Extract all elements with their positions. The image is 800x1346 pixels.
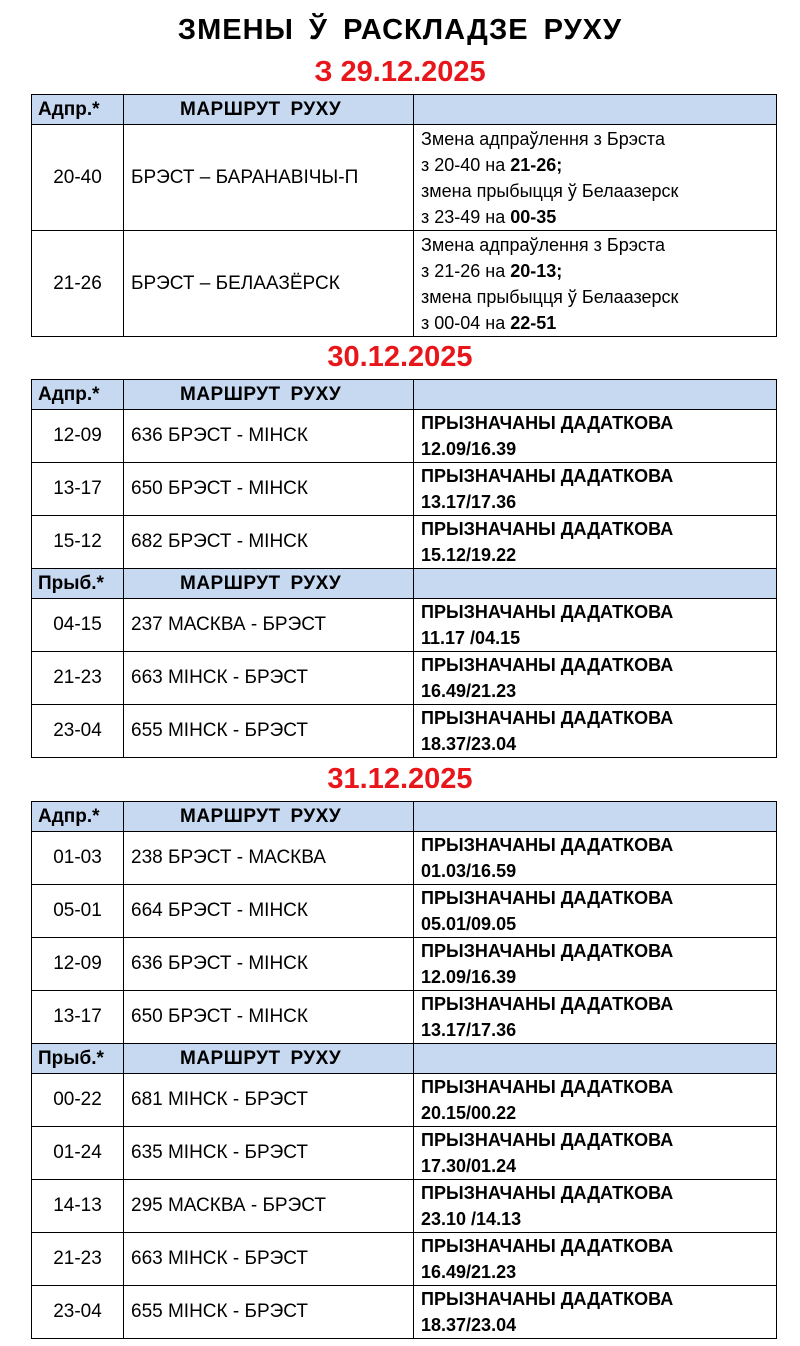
header-departure: Адпр.* bbox=[32, 95, 124, 125]
note-status: ПРЫЗНАЧАНЫ ДАДАТКОВА bbox=[421, 888, 674, 908]
table-row bbox=[32, 1286, 777, 1339]
table-row bbox=[32, 832, 777, 885]
header-arrival: Прыб.* bbox=[32, 1044, 124, 1074]
table-row bbox=[32, 1074, 777, 1127]
route-name: 682 БРЭСТ - МІНСК bbox=[124, 516, 414, 569]
note-times: 16.49/21.23 bbox=[421, 681, 517, 701]
note-times: 12.09/16.39 bbox=[421, 967, 517, 987]
route-name: 663 МІНСК - БРЭСТ bbox=[124, 652, 414, 705]
note-times: 13.17/17.36 bbox=[421, 492, 517, 512]
note-new-time: 21-26; bbox=[510, 154, 563, 175]
assignment-note bbox=[414, 410, 777, 463]
note-text: з 20-40 на bbox=[421, 154, 511, 175]
note-times: 17.30/01.24 bbox=[421, 1156, 517, 1176]
note-text: з 21-26 на bbox=[421, 260, 511, 281]
header-departure: Адпр.* bbox=[32, 380, 124, 410]
train-time: 00-22 bbox=[32, 1074, 124, 1127]
note-status: ПРЫЗНАЧАНЫ ДАДАТКОВА bbox=[421, 1077, 674, 1097]
table-row bbox=[32, 938, 777, 991]
assignment-note bbox=[414, 1233, 777, 1286]
departure-time: 21-26 bbox=[32, 231, 124, 337]
note-times: 18.37/23.04 bbox=[421, 734, 517, 754]
train-time: 21-23 bbox=[32, 652, 124, 705]
assignment-note bbox=[414, 1286, 777, 1339]
note-times: 16.49/21.23 bbox=[421, 1262, 517, 1282]
note-line: змена прыбыцця ў Белаазерск bbox=[421, 286, 679, 307]
note-status: ПРЫЗНАЧАНЫ ДАДАТКОВА bbox=[421, 708, 674, 728]
note-status: ПРЫЗНАЧАНЫ ДАДАТКОВА bbox=[421, 1236, 674, 1256]
table-row bbox=[32, 885, 777, 938]
train-time: 04-15 bbox=[32, 599, 124, 652]
table-row bbox=[32, 599, 777, 652]
header-note bbox=[414, 1044, 777, 1074]
train-time: 15-12 bbox=[32, 516, 124, 569]
section-date-30-12: 30.12.2025 bbox=[327, 341, 473, 373]
train-time: 12-09 bbox=[32, 938, 124, 991]
route-name: БРЭСТ – БЕЛААЗЁРСК bbox=[124, 231, 414, 337]
header-route: МАРШРУТ РУХУ bbox=[124, 1044, 414, 1074]
note-times: 20.15/00.22 bbox=[421, 1103, 517, 1123]
note-status: ПРЫЗНАЧАНЫ ДАДАТКОВА bbox=[421, 413, 674, 433]
header-route: МАРШРУТ РУХУ bbox=[124, 802, 414, 832]
note-new-time: 20-13; bbox=[510, 260, 563, 281]
note-status: ПРЫЗНАЧАНЫ ДАДАТКОВА bbox=[421, 466, 674, 486]
train-time: 01-24 bbox=[32, 1127, 124, 1180]
assignment-note bbox=[414, 1127, 777, 1180]
train-time: 05-01 bbox=[32, 885, 124, 938]
route-name: 650 БРЭСТ - МІНСК bbox=[124, 463, 414, 516]
route-name: 655 МІНСК - БРЭСТ bbox=[124, 1286, 414, 1339]
change-note bbox=[414, 231, 777, 337]
note-line: змена прыбыцця ў Белаазерск bbox=[421, 180, 679, 201]
table-row bbox=[32, 1233, 777, 1286]
table-header-row bbox=[32, 380, 777, 410]
assignment-note bbox=[414, 463, 777, 516]
route-name: БРЭСТ – БАРАНАВІЧЫ-П bbox=[124, 125, 414, 231]
assignment-note bbox=[414, 938, 777, 991]
note-line bbox=[421, 310, 776, 336]
table-row bbox=[32, 231, 777, 337]
route-name: 663 МІНСК - БРЭСТ bbox=[124, 1233, 414, 1286]
route-name: 295 МАСКВА - БРЭСТ bbox=[124, 1180, 414, 1233]
table-row bbox=[32, 410, 777, 463]
note-status: ПРЫЗНАЧАНЫ ДАДАТКОВА bbox=[421, 602, 674, 622]
table-row bbox=[32, 705, 777, 758]
assignment-note bbox=[414, 1180, 777, 1233]
assignment-note bbox=[414, 516, 777, 569]
note-line bbox=[421, 258, 776, 284]
header-note bbox=[414, 569, 777, 599]
departure-time: 20-40 bbox=[32, 125, 124, 231]
route-name: 664 БРЭСТ - МІНСК bbox=[124, 885, 414, 938]
header-route: МАРШРУТ РУХУ bbox=[124, 380, 414, 410]
note-new-time: 00-35 bbox=[510, 206, 557, 227]
note-status: ПРЫЗНАЧАНЫ ДАДАТКОВА bbox=[421, 1130, 674, 1150]
note-times: 11.17 /04.15 bbox=[421, 628, 521, 648]
header-route: МАРШРУТ РУХУ bbox=[124, 569, 414, 599]
route-name: 238 БРЭСТ - МАСКВА bbox=[124, 832, 414, 885]
section-date-29-12: З 29.12.2025 bbox=[314, 56, 486, 88]
header-route: МАРШРУТ РУХУ bbox=[124, 95, 414, 125]
route-name: 237 МАСКВА - БРЭСТ bbox=[124, 599, 414, 652]
note-new-time: 22-51 bbox=[510, 312, 557, 333]
note-line bbox=[421, 204, 776, 230]
table-row bbox=[32, 652, 777, 705]
table-row bbox=[32, 991, 777, 1044]
header-note bbox=[414, 802, 777, 832]
train-time: 23-04 bbox=[32, 705, 124, 758]
header-note bbox=[414, 95, 777, 125]
note-times: 01.03/16.59 bbox=[421, 861, 517, 881]
header-note bbox=[414, 380, 777, 410]
note-times: 05.01/09.05 bbox=[421, 914, 517, 934]
assignment-note bbox=[414, 705, 777, 758]
train-time: 21-23 bbox=[32, 1233, 124, 1286]
assignment-note bbox=[414, 599, 777, 652]
route-name: 681 МІНСК - БРЭСТ bbox=[124, 1074, 414, 1127]
note-times: 15.12/19.22 bbox=[421, 545, 517, 565]
table-header-row bbox=[32, 802, 777, 832]
table-row bbox=[32, 1180, 777, 1233]
page-title: ЗМЕНЫ Ў РАСКЛАДЗЕ РУХУ bbox=[177, 14, 623, 46]
header-departure: Адпр.* bbox=[32, 802, 124, 832]
note-text: з 23-49 на bbox=[421, 206, 511, 227]
note-line bbox=[421, 152, 776, 178]
note-times: 18.37/23.04 bbox=[421, 1315, 517, 1335]
note-status: ПРЫЗНАЧАНЫ ДАДАТКОВА bbox=[421, 1289, 674, 1309]
route-name: 655 МІНСК - БРЭСТ bbox=[124, 705, 414, 758]
train-time: 12-09 bbox=[32, 410, 124, 463]
route-name: 636 БРЭСТ - МІНСК bbox=[124, 410, 414, 463]
section-date-31-12: 31.12.2025 bbox=[327, 763, 473, 795]
table-row bbox=[32, 1127, 777, 1180]
assignment-note bbox=[414, 1074, 777, 1127]
note-status: ПРЫЗНАЧАНЫ ДАДАТКОВА bbox=[421, 835, 674, 855]
route-name: 650 БРЭСТ - МІНСК bbox=[124, 991, 414, 1044]
table-header-row bbox=[32, 569, 777, 599]
train-time: 01-03 bbox=[32, 832, 124, 885]
table-header-row bbox=[32, 95, 777, 125]
note-status: ПРЫЗНАЧАНЫ ДАДАТКОВА bbox=[421, 519, 674, 539]
note-times: 23.10 /14.13 bbox=[421, 1209, 522, 1229]
train-time: 13-17 bbox=[32, 991, 124, 1044]
note-line: Змена адпраўлення з Брэста bbox=[421, 234, 665, 255]
note-status: ПРЫЗНАЧАНЫ ДАДАТКОВА bbox=[421, 655, 674, 675]
note-times: 13.17/17.36 bbox=[421, 1020, 517, 1040]
assignment-note bbox=[414, 991, 777, 1044]
note-times: 12.09/16.39 bbox=[421, 439, 517, 459]
schedule-table-29-12 bbox=[31, 94, 777, 337]
route-name: 635 МІНСК - БРЭСТ bbox=[124, 1127, 414, 1180]
train-time: 13-17 bbox=[32, 463, 124, 516]
note-text: з 00-04 на bbox=[421, 312, 511, 333]
change-note bbox=[414, 125, 777, 231]
schedule-table-30-12 bbox=[31, 379, 777, 758]
train-time: 23-04 bbox=[32, 1286, 124, 1339]
assignment-note bbox=[414, 885, 777, 938]
table-row bbox=[32, 125, 777, 231]
table-header-row bbox=[32, 1044, 777, 1074]
train-time: 14-13 bbox=[32, 1180, 124, 1233]
header-arrival: Прыб.* bbox=[32, 569, 124, 599]
route-name: 636 БРЭСТ - МІНСК bbox=[124, 938, 414, 991]
note-line: Змена адпраўлення з Брэста bbox=[421, 128, 665, 149]
table-row bbox=[32, 516, 777, 569]
note-status: ПРЫЗНАЧАНЫ ДАДАТКОВА bbox=[421, 941, 674, 961]
note-status: ПРЫЗНАЧАНЫ ДАДАТКОВА bbox=[421, 1183, 674, 1203]
assignment-note bbox=[414, 652, 777, 705]
assignment-note bbox=[414, 832, 777, 885]
schedule-table-31-12 bbox=[31, 801, 777, 1339]
table-row bbox=[32, 463, 777, 516]
note-status: ПРЫЗНАЧАНЫ ДАДАТКОВА bbox=[421, 994, 674, 1014]
